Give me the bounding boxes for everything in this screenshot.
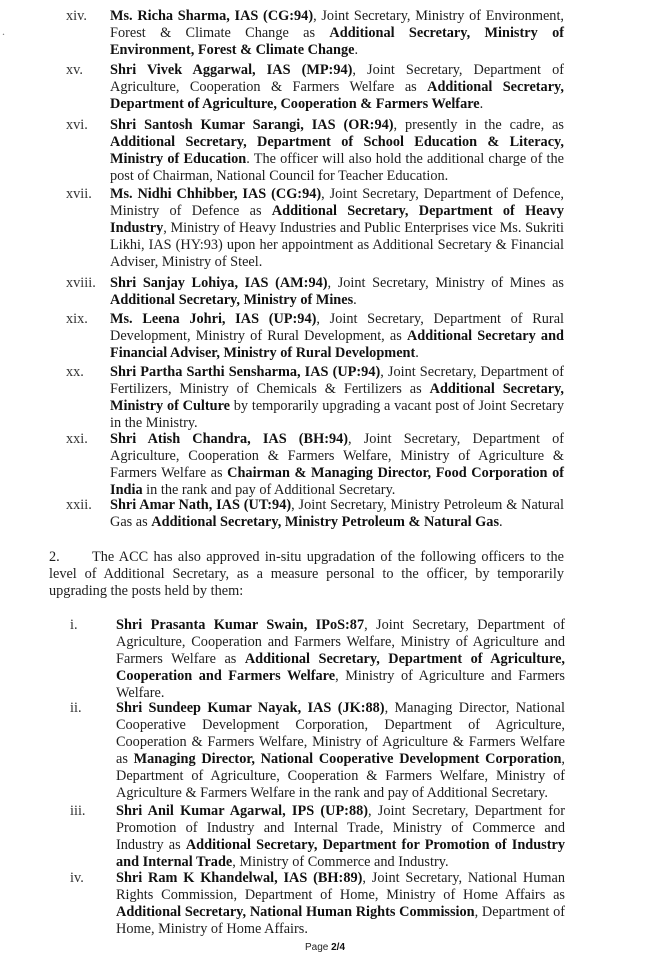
text: in the rank and pay of Additional Secretary. [142,482,396,498]
item-number: xix. [66,311,88,327]
bold-text: Additional Secretary, Ministry Petroleum & Natural Gas [151,514,500,530]
text: , Department of Agriculture, Cooperation & Farmers Welfare, Ministry of Agriculture & Farmers Welfare in the rank and pay of Additional Secretary. [116,751,565,801]
text: , Ministry of Commerce and Industry. [232,854,449,870]
bold-text: Shri Santosh Kumar Sarangi, IAS (OR:94) [110,117,394,133]
bold-text: Additional Secretary, Department of Agriculture, Cooperation & Farmers Welfare [110,79,564,112]
paragraph-text: The ACC has also approved in-situ upgradation of the following officers to the level of Additional Secretary, as a measure personal to the officer, by temporarily upgrading the posts held by them: [49,549,564,599]
bold-text: Shri Atish Chandra, IAS (BH:94) [110,431,349,447]
item-text [110,364,564,432]
bold-text: Shri Partha Sarthi Sensharma, IAS (UP:94) [110,364,381,380]
item-text [110,186,564,271]
text: by temporarily upgrading a vacant post of Joint Secretary in the Ministry. [110,398,564,431]
bold-text: Ms. Nidhi Chhibber, IAS (CG:94) [110,186,322,202]
bold-text: Additional Secretary, Department of Heavy Industry [110,203,564,236]
list-item [70,870,565,938]
page-number: 2/4 [331,942,346,953]
item-text [110,8,564,59]
text: . [354,42,359,58]
text: , Joint Secretary, Department of Fertilizers, Ministry of Chemicals & Fertilizers as [110,364,564,397]
bold-text: Additional Secretary, Ministry of Culture [110,381,564,414]
text: , Ministry of Heavy Industries and Public Enterprises vice Ms. Sukriti Likhi, IAS (HY:93) upon her appointment as Additional Secretary & Financial Adviser, Ministry of Steel. [110,220,564,270]
text: , Joint Secretary, Ministry of Environment, Forest & Climate Change as [110,8,564,41]
item-number: xvi. [66,117,88,133]
bold-text: Shri Sundeep Kumar Nayak, IAS (JK:88) [116,700,385,716]
list-item [66,497,564,531]
page-footer [0,942,650,953]
item-text [110,497,564,531]
list-item [70,803,565,871]
item-number: xxii. [66,497,92,513]
item-number: iii. [70,803,86,819]
item-text [110,62,564,113]
bold-text: Ms. Richa Sharma, IAS (CG:94) [110,8,314,24]
text: , Joint Secretary, Department of Agriculture, Cooperation & Farmers Welfare, Ministry of Agriculture & Farmers Welfare as [110,431,564,481]
item-number: xv. [66,62,83,78]
item-number: xxi. [66,431,88,447]
bold-text: Additional Secretary, Department of School Education & Literacy, Ministry of Education [110,134,564,167]
text: , presently in the cadre, as [393,117,565,133]
list-item [66,117,564,185]
list-item [66,431,564,499]
text: , Department of Home, Ministry of Home Affairs. [116,904,565,937]
item-number: iv. [70,870,84,886]
text: . The officer will also hold the additional charge of the post of Chairman, National Council for Teacher Education. [110,151,564,184]
bold-text: Additional Secretary, National Human Rights Commission [116,904,475,920]
item-number: xvii. [66,186,92,202]
text: . [353,292,357,308]
text: , Joint Secretary, Department of Defence, Ministry of Defence as [110,186,564,219]
list-item [70,617,565,702]
bold-text: Shri Sanjay Lohiya, IAS (AM:94) [110,275,328,291]
paragraph-2 [49,549,564,600]
item-number: xiv. [66,8,87,24]
list-item [66,364,564,432]
list-item [66,8,564,59]
page-label: Page [304,942,332,953]
bold-text: Additional Secretary, Department of Agriculture, Cooperation and Farmers Welfare [116,651,565,684]
item-number: xx. [66,364,84,380]
list-item [66,186,564,271]
stray-mark: . [2,24,5,38]
paragraph-number: 2. [49,549,60,565]
text: . [479,96,484,112]
bold-text: Shri Prasanta Kumar Swain, IPoS:87 [116,617,365,633]
text: . [415,345,419,361]
item-text [110,431,564,499]
item-number: ii. [70,700,82,716]
text: , Joint Secretary, Ministry Petroleum & Natural Gas as [110,497,564,530]
list-item [66,311,564,362]
list-item [66,275,564,309]
list-item [70,700,565,802]
text: , Joint Secretary, Ministry of Mines as [327,275,564,291]
bold-text: Shri Amar Nath, IAS (UT:94) [110,497,292,513]
text: , Managing Director, National Cooperative Development Corporation, Department of Agriculture, Cooperation & Farmers Welfare, Ministry of Agriculture & Farmers Welfare as [116,700,565,767]
text: , Joint Secretary, Department of Agriculture, Cooperation and Farmers Welfare, Ministry of Agriculture and Farmers Welfare as [116,617,565,667]
bold-text: Shri Vivek Aggarwal, IAS (MP:94) [110,62,353,78]
text: , Joint Secretary, Department of Rural Development, Ministry of Rural Development, as [110,311,565,344]
bold-text: Managing Director, National Cooperative Development Corporation [133,751,562,767]
item-text [116,803,565,871]
item-number: xviii. [66,275,96,291]
list-item [66,62,564,113]
bold-text: Additional Secretary, Department for Promotion of Industry and Internal Trade [116,837,565,870]
text: , Ministry of Agriculture and Farmers Welfare. [116,668,565,701]
item-text [116,700,565,802]
bold-text: Additional Secretary, Ministry of Environment, Forest & Climate Change [110,25,564,58]
bold-text: Additional Secretary and Financial Adviser, Ministry of Rural Development [110,328,564,361]
bold-text: Ms. Leena Johri, IAS (UP:94) [110,311,317,327]
text: , Joint Secretary, Department for Promotion of Industry and Internal Trade, Ministry of Commerce and Industry as [116,803,566,853]
bold-text: Additional Secretary, Ministry of Mines [110,292,354,308]
text: , Joint Secretary, Department of Agriculture, Cooperation & Farmers Welfare as [110,62,564,95]
bold-text: Shri Ram K Khandelwal, IAS (BH:89) [116,870,363,886]
text: . [499,514,503,530]
item-text [110,311,564,362]
text: , Joint Secretary, National Human Rights Commission, Department of Home, Ministry of Home Affairs as [116,870,565,903]
item-text [110,117,564,185]
item-text [110,275,564,309]
bold-text: Chairman & Managing Director, Food Corporation of India [110,465,564,498]
item-number: i. [70,617,78,633]
item-text [116,617,565,702]
bold-text: Shri Anil Kumar Agarwal, IPS (UP:88) [116,803,369,819]
item-text [116,870,565,938]
